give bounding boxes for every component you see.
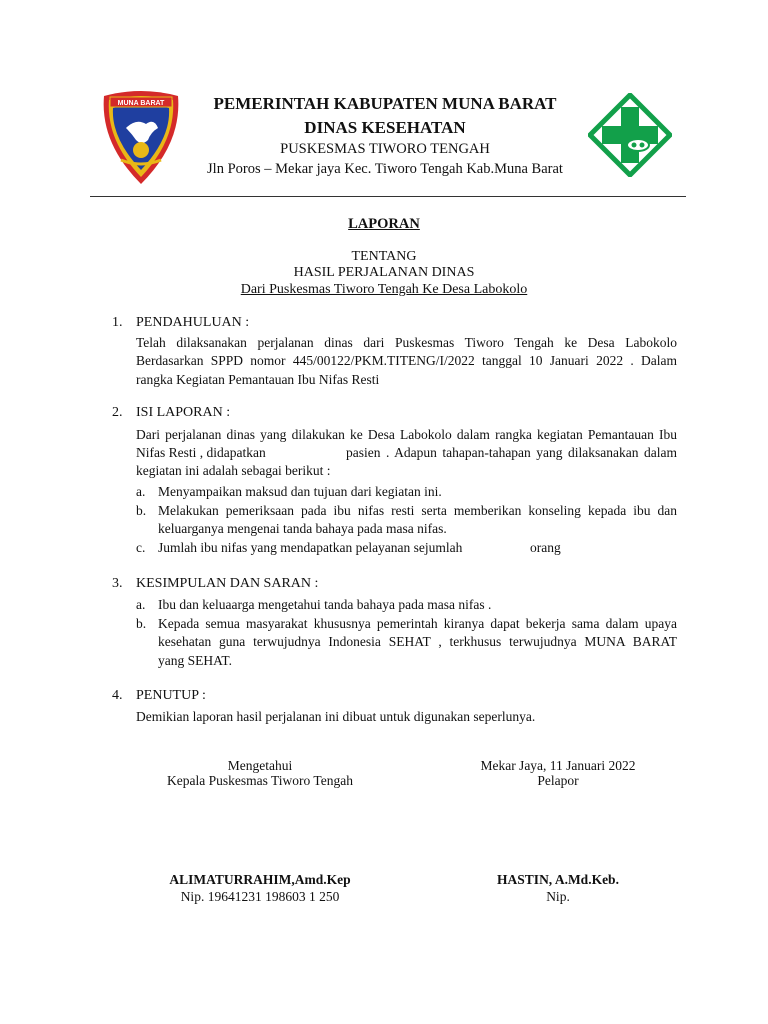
section-1-line-2: Berdasarkan SPPD nomor 445/00122/PKM.TITENG/I/2022 tanggal 10 Januari 2022 . Dalam <box>136 353 677 368</box>
section-2-number: 2. <box>112 405 123 420</box>
section-3-item-b-label: b. <box>136 616 147 631</box>
section-2-item-c-label: c. <box>136 540 146 555</box>
section-4-heading: PENUTUP : <box>136 688 206 703</box>
section-2-item-c-unit: orang <box>530 540 561 555</box>
header-puskesmas: PUSKESMAS TIWORO TENGAH <box>280 141 490 157</box>
section-3-item-a-text: Ibu dan keluaarga mengetahui tanda bahaya pada masa nifas . <box>158 597 492 612</box>
section-3-item-b-line-1: Kepada semua masyarakat khususnya pemerintah kiranya dapat bekerja sama dalam upaya <box>158 616 677 631</box>
section-2-item-a-label: a. <box>136 484 146 499</box>
signature-left-title: Kepala Puskesmas Tiworo Tengah <box>167 773 353 788</box>
signature-right-nip: Nip. <box>546 889 570 904</box>
section-3-number: 3. <box>112 576 123 591</box>
section-1-line-1: Telah dilaksanakan perjalanan dinas dari Puskesmas Tiworo Tengah ke Desa Labokolo <box>136 335 677 350</box>
signature-left-name: ALIMATURRAHIM,Amd.Kep <box>169 872 351 887</box>
section-3-item-b-line-3: yang SEHAT. <box>158 653 232 668</box>
section-1-heading: PENDAHULUAN : <box>136 315 250 330</box>
section-3-item-a-label: a. <box>136 597 146 612</box>
section-1-line-3: rangka Kegiatan Pemantauan Ibu Nifas Resti <box>136 372 380 387</box>
title-route: Dari Puskesmas Tiworo Tengah Ke Desa Labokolo <box>240 282 528 297</box>
section-2-line-2a: Nifas Resti , didapatkan <box>136 445 266 460</box>
section-4-number: 4. <box>112 688 123 703</box>
signature-right-name: HASTIN, A.Md.Keb. <box>497 872 619 887</box>
header-department: DINAS KESEHATAN <box>304 118 466 137</box>
section-2-item-b-label: b. <box>136 503 147 518</box>
header-address: Jln Poros – Mekar jaya Kec. Tiworo Tengah Kab.Muna Barat <box>207 161 563 177</box>
puskesmas-cross-logo <box>588 93 672 177</box>
section-2-item-b-line-1: Melakukan pemeriksaan pada ibu nifas resti serta memberikan konseling kepada ibu dan <box>158 503 677 518</box>
document-title: LAPORAN <box>348 216 420 232</box>
header-divider <box>90 196 686 197</box>
signature-left-nip: Nip. 19641231 198603 1 250 <box>180 889 340 904</box>
section-2-line-1: Dari perjalanan dinas yang dilakukan ke Desa Labokolo dalam rangka kegiatan Pemantauan Ibu <box>136 427 677 442</box>
signature-right-place-date: Mekar Jaya, 11 Januari 2022 <box>480 758 636 773</box>
muna-barat-emblem-logo <box>96 88 186 188</box>
section-1-number: 1. <box>112 315 123 330</box>
section-3-heading: KESIMPULAN DAN SARAN : <box>136 576 319 591</box>
header-government: PEMERINTAH KABUPATEN MUNA BARAT <box>213 94 557 113</box>
emblem-banner-text: MUNA BARAT <box>117 100 165 107</box>
section-2-line-2b: pasien . Adapun tahapan-tahapan yang dilaksanakan dalam <box>346 445 677 460</box>
title-subject: HASIL PERJALANAN DINAS <box>293 265 475 280</box>
section-2-item-c-text: Jumlah ibu nifas yang mendapatkan pelayanan sejumlah <box>158 540 463 555</box>
title-tentang: TENTANG <box>351 249 417 264</box>
section-3-item-b-line-2: kesehatan guna terwujudnya Indonesia SEHAT , terkhusus terwujudnya MUNA BARAT <box>158 634 677 649</box>
section-2-item-b-line-2: keluarganya mengenai tanda bahaya pada masa nifas. <box>158 521 447 536</box>
signature-right-role: Pelapor <box>537 773 579 788</box>
section-2-line-3: kegiatan ini adalah sebagai berikut : <box>136 463 331 478</box>
section-2-heading: ISI LAPORAN : <box>136 405 231 420</box>
signature-left-acknowledge: Mengetahui <box>227 758 293 773</box>
section-4-closing-text: Demikian laporan hasil perjalanan ini dibuat untuk digunakan seperlunya. <box>136 709 536 724</box>
section-2-item-a-text: Menyampaikan maksud dan tujuan dari kegiatan ini. <box>158 484 442 499</box>
